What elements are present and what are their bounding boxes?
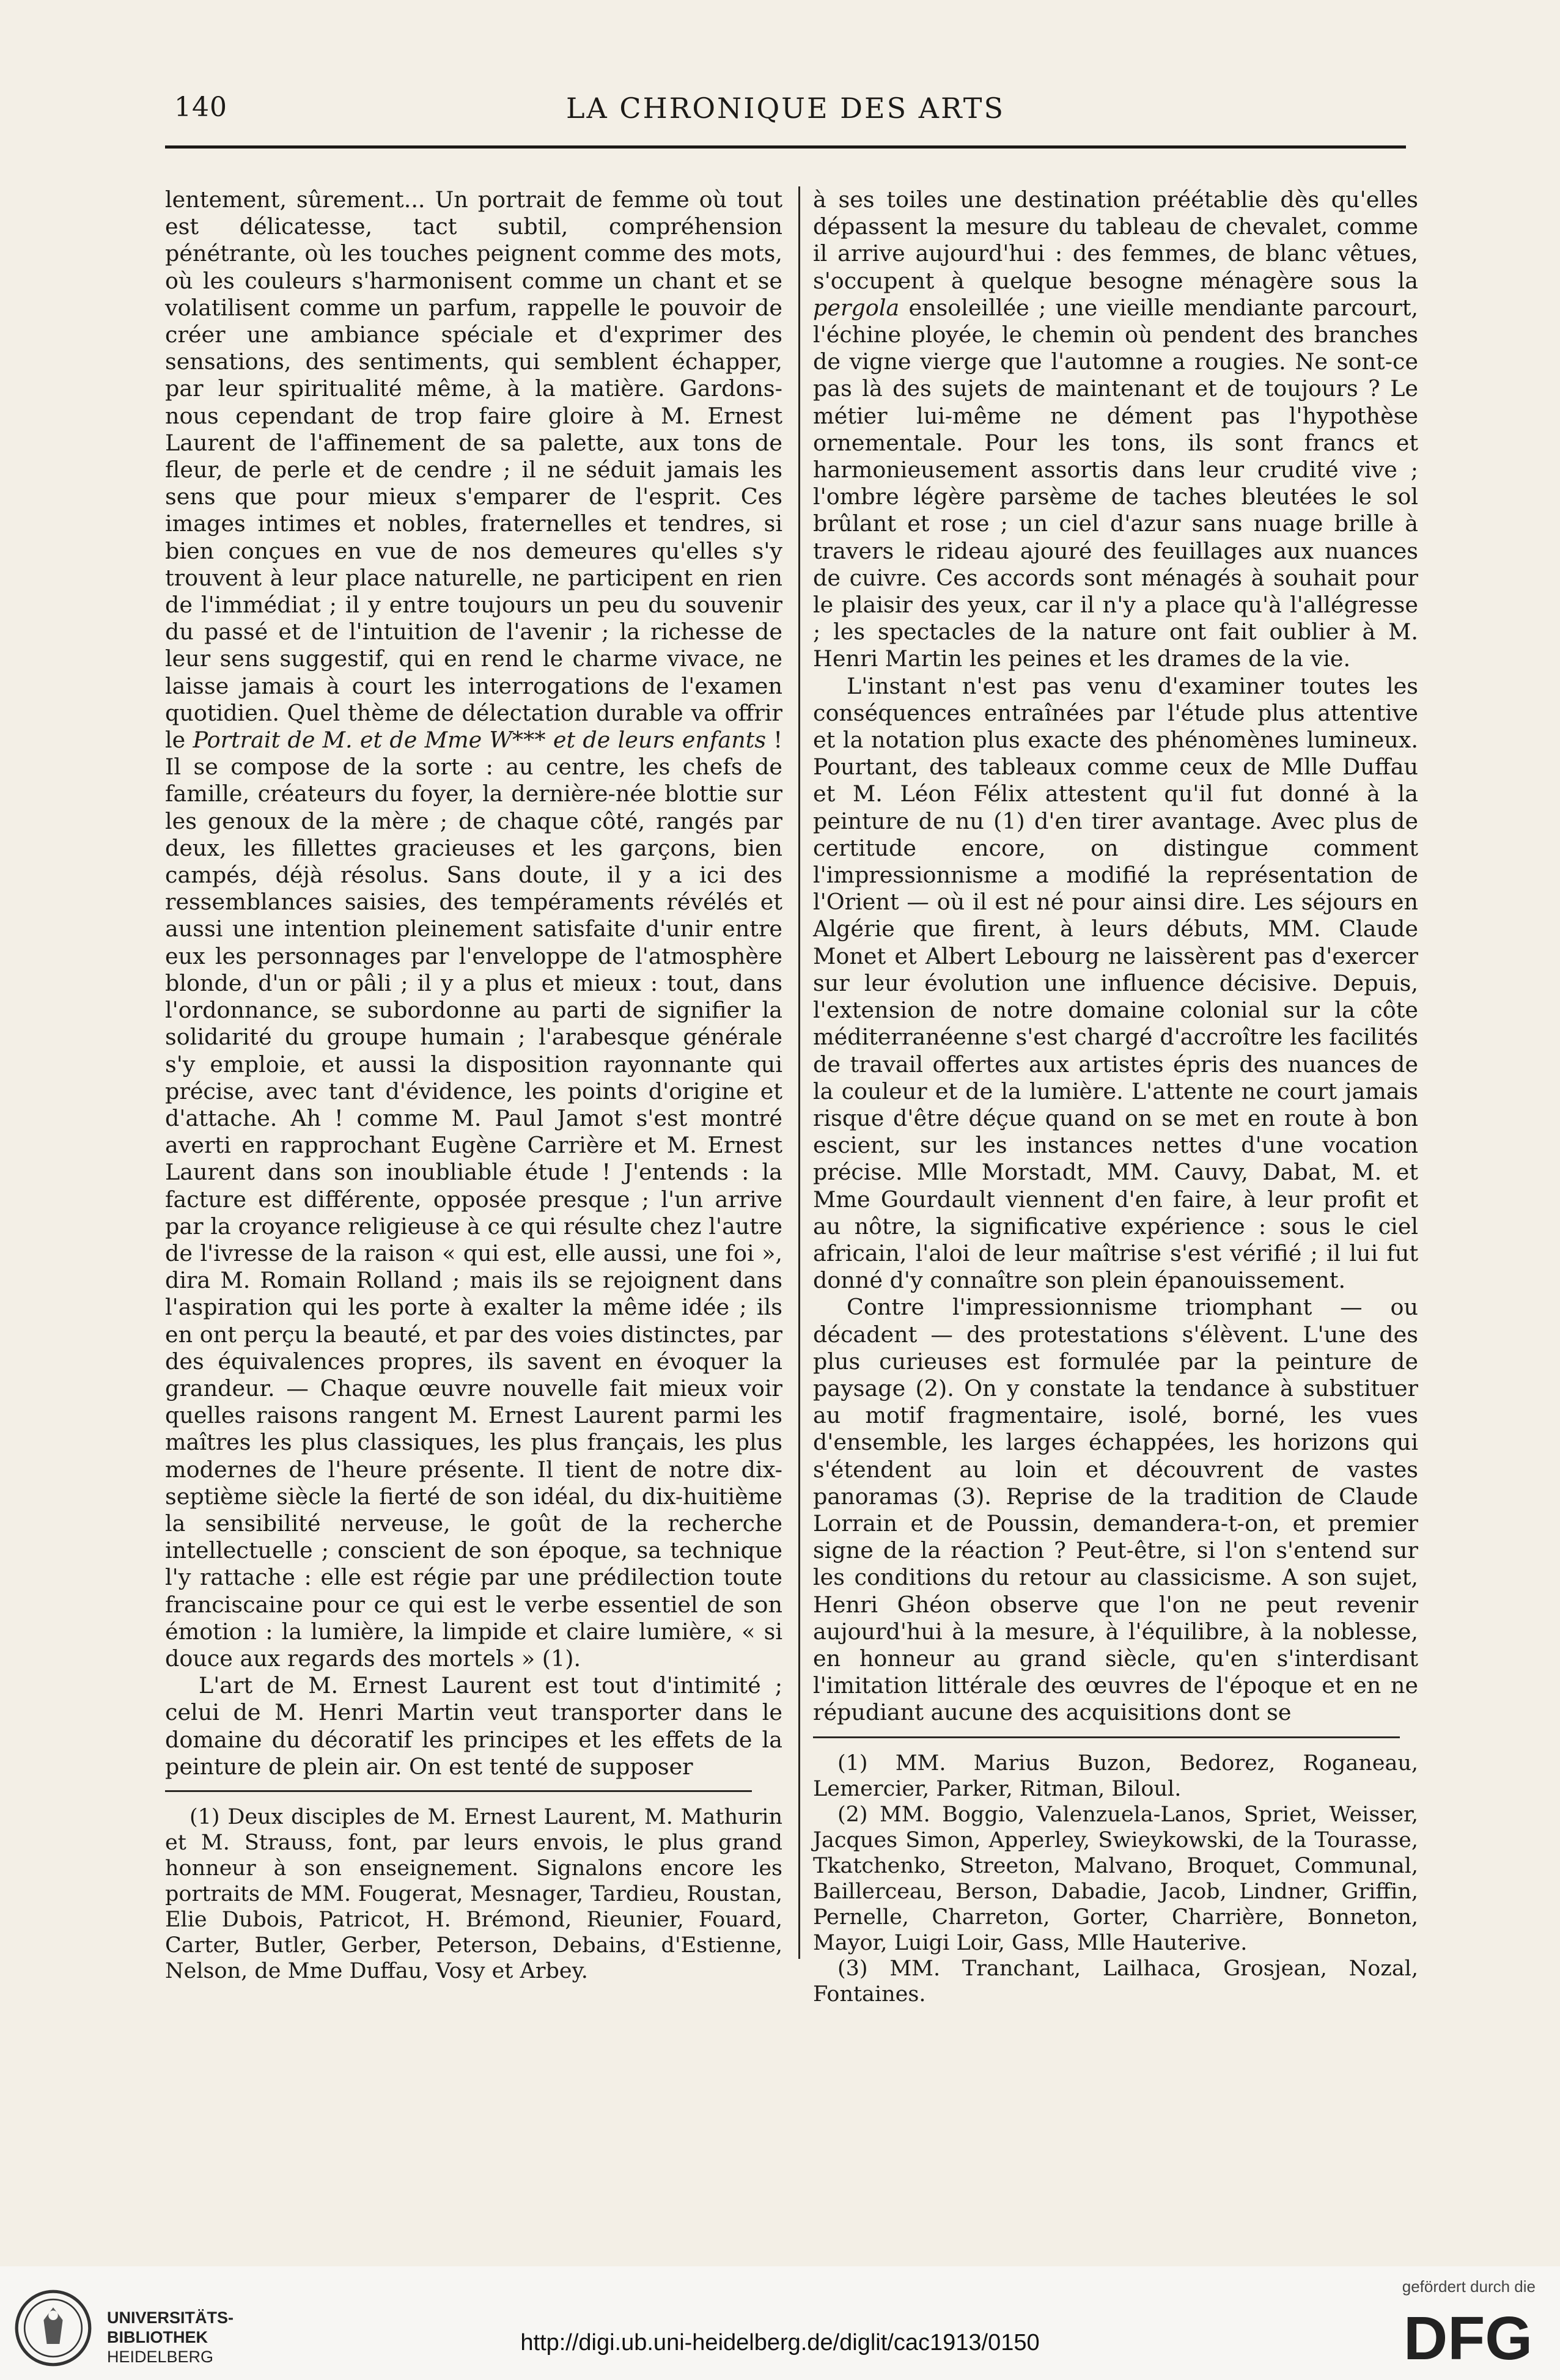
journal-title: LA CHRONIQUE DES ARTS [566, 92, 1005, 125]
left-column [165, 186, 782, 1984]
institution-name: UNIVERSITÄTS- BIBLIOTHEK HEIDELBERG [107, 2308, 234, 2366]
running-header [165, 92, 1406, 134]
right-paragraph-2: L'instant n'est pas venu d'examiner toutes les conséquences entraînées par l'étude plus attentive et la notation plus exacte des phénomènes lumineux. Pourtant, des tableaux comme ceux de Mlle Duffau et M. Léon Félix attestent qu'il fut donné à la peinture de nu (1) d'en tirer avantage. Avec plus de certitude encore, on distingue comment l'impressionnisme a modifié la représentation de l'Orient — où il est né pour ainsi dire. Les séjours en Algérie que firent, à leurs débuts, MM. Claude Monet et Albert Lebourg ne laissèrent pas d'exercer sur leur évolution une influence décisive. Depuis, l'extension de notre domaine colonial sur la côte méditerranéenne s'est chargé d'accroître les facilités de travail offertes aux artistes épris des nuances de la couleur et de la lumière. L'attente ne court jamais risque d'être déçue quand on se met en route à bon escient, sur les instances nettes d'une vocation précise. Mlle Morstadt, MM. Cauvy, Dabat, M. et Mme Gourdault viennent d'en faire, à leur profit et au nôtre, la significative expérience : sous le ciel africain, l'aloi de leur maîtrise s'est vérifié ; il lui fut donné d'y connaître son plein épanouissement. [813, 672, 1418, 1294]
left-paragraph-2: L'art de M. Ernest Laurent est tout d'intimité ; celui de M. Henri Martin veut transporter dans le domaine du décoratif les principes et les effets de la peinture de plein air. On est tenté de supposer [165, 1672, 782, 1780]
column-divider [798, 186, 800, 1959]
right-paragraph-3: Contre l'impressionnisme triomphant — ou décadent — des protestations s'élèvent. L'une des plus curieuses est formulée par la peinture de paysage (2). On y constate la tendance à substituer au motif fragmentaire, isolé, borné, les vues d'ensemble, les larges échappées, les horizons qui s'étendent au loin et découvrent de vastes panoramas (3). Reprise de la tradition de Claude Lorrain et de Poussin, demandera-t-on, et premier signe de la réaction ? Peut-être, si l'on s'entend sur les conditions du retour au classicisme. A son sujet, Henri Ghéon observe que l'on ne peut revenir aujourd'hui à la mesure, à l'équilibre, à la noblesse, en honneur au grand siècle, qu'en s'interdisant l'imitation littérale des œuvres de l'époque et en ne répudiant aucune des acquisitions dont se [813, 1294, 1418, 1726]
permalink-url[interactable]: http://digi.ub.uni-heidelberg.de/diglit/cac1913/0150 [520, 2330, 1040, 2356]
page-number: 140 [174, 92, 227, 123]
digitization-footer [0, 2266, 1560, 2380]
dfg-logo-icon [1401, 2302, 1542, 2369]
footnote-rule [165, 1790, 752, 1792]
header-rule [165, 145, 1406, 149]
right-column [813, 186, 1418, 2007]
footnote-rule [813, 1736, 1400, 1738]
left-footnote-1: (1) Deux disciples de M. Ernest Laurent, M. Mathurin et M. Strauss, font, par leurs envois, le plus grand honneur à son enseignement. Signalons encore les portraits de MM. Fougerat, Mesnager, Tardieu, Roustan, Elie Dubois, Patricot, H. Brémond, Rieunier, Fouard, Carter, Butler, Gerber, Peterson, Debains, d'Estienne, Nelson, de Mme Duffau, Vosy et Arbey. [165, 1804, 782, 1983]
artwork-title: Portrait de M. et de Mme W*** et de leurs enfants [193, 727, 767, 754]
svg-text:DFG: DFG [1404, 2304, 1533, 2369]
sponsor-text: gefördert durch die [1402, 2277, 1536, 2296]
right-paragraph-1: à ses toiles une destination préétablie dès qu'elles dépassent la mesure du tableau de chevalet, comme il arrive aujourd'hui : des femmes, de blanc vêtues, s'occupent à quelque besogne ménagère sous la pergola ensoleillée ; une vieille mendiante parcourt, l'échine ployée, le chemin où pendent des branches de vigne vierge que l'automne a rougies. Ne sont-ce pas là des sujets de maintenant et de toujours ? Le métier lui-même ne dément pas l'hypothèse ornementale. Pour les tons, ils sont francs et harmonieusement assortis dans leur crudité vive ; l'ombre légère parsème de taches bleutées le sol brûlant et rose ; un ciel d'azur sans nuage brille à travers le rideau ajouré des feuillages aux nuances de cuivre. Ces accords sont ménagés à souhait pour le plaisir des yeux, car il n'y a place qu'à l'allégresse ; les spectacles de la nature ont fait oublier à M. Henri Martin les peines et les drames de la vie. [813, 186, 1418, 672]
italic-term: pergola [813, 294, 900, 321]
right-footnote-3: (3) MM. Tranchant, Lailhaca, Grosjean, Nozal, Fontaines. [813, 1956, 1418, 2007]
left-paragraph-1: lentement, sûrement... Un portrait de femme où tout est délicatesse, tact subtil, compréhension pénétrante, où les touches peignent comme des mots, où les couleurs s'harmonisent comme un chant et se volatilisent comme un parfum, rappelle le pouvoir de créer une ambiance spéciale et d'exprimer des sensations, des sentiments, qui semblent échapper, par leur spiritualité même, à la matière. Gardons-nous cependant de trop faire gloire à M. Ernest Laurent de l'affinement de sa palette, aux tons de fleur, de perle et de cendre ; il ne séduit jamais les sens que pour mieux s'emparer de l'esprit. Ces images intimes et nobles, fraternelles et tendres, si bien conçues en vue de nos demeures qu'elles s'y trouvent à leur place naturelle, ne participent en rien de l'immédiat ; il y entre toujours un peu du souvenir du passé et de l'intuition de l'avenir ; la richesse de leur sens suggestif, qui en rend le charme vivace, ne laisse jamais à court les interrogations de l'examen quotidien. Quel thème de délectation durable va offrir le Portrait de M. et de Mme W*** et de leurs enfants ! Il se compose de la sorte : au centre, les chefs de famille, créateurs du foyer, la dernière-née blottie sur les genoux de la mère ; de chaque côté, rangés par deux, les fillettes gracieuses et les garçons, bien campés, déjà résolus. Sans doute, il y a ici des ressemblances saisies, des tempéraments révélés et aussi une intention pleinement satisfaite d'unir entre eux les personnages par l'enveloppe de l'atmosphère blonde, d'un or pâli ; il y a plus et mieux : tout, dans l'ordonnance, se subordonne au parti de signifier la solidarité du groupe humain ; l'arabesque générale s'y emploie, et aussi la disposition rayonnante qui précise, avec tant d'évidence, les points d'origine et d'attache. Ah ! comme M. Paul Jamot s'est montré averti en rapprochant Eugène Carrière et M. Ernest Laurent dans son inoubliable étude ! J'entends : la facture est différente, opposée presque ; l'un arrive par la croyance religieuse à ce qui résulte chez l'autre de l'ivresse de la raison « qui est, elle aussi, une foi », dira M. Romain Rolland ; mais ils se rejoignent dans l'aspiration qui les porte à exalter la même idée ; ils en ont perçu la beauté, et par des voies distinctes, par des équivalences propres, ils savent en évoquer la grandeur. — Chaque œuvre nouvelle fait mieux voir quelles raisons rangent M. Ernest Laurent parmi les maîtres les plus classiques, les plus français, les plus modernes de l'heure présente. Il tient de notre dix-septième siècle la fierté de son idéal, du dix-huitième la sensibilité nerveuse, le goût de la recherche intellectuelle ; conscient de son époque, sa technique l'y rattache : elle est régie par une prédilection toute franciscaine pour ce qui est le verbe essentiel de son émotion : la lumière, la limpide et claire lumière, « si douce aux regards des mortels » (1). [165, 186, 782, 1672]
right-footnote-1: (1) MM. Marius Buzon, Bedorez, Roganeau, Lemercier, Parker, Ritman, Biloul. [813, 1750, 1418, 1801]
right-footnote-2: (2) MM. Boggio, Valenzuela-Lanos, Spriet, Weisser, Jacques Simon, Apperley, Swieykowski, de la Tourasse, Tkatchenko, Streeton, Malvano, Broquet, Communal, Baillerceau, Berson, Dabadie, Jacob, Lindner, Griffin, Pernelle, Charreton, Gorter, Charrière, Bonneton, Mayor, Luigi Loir, Gass, Mlle Hauterive. [813, 1802, 1418, 1955]
